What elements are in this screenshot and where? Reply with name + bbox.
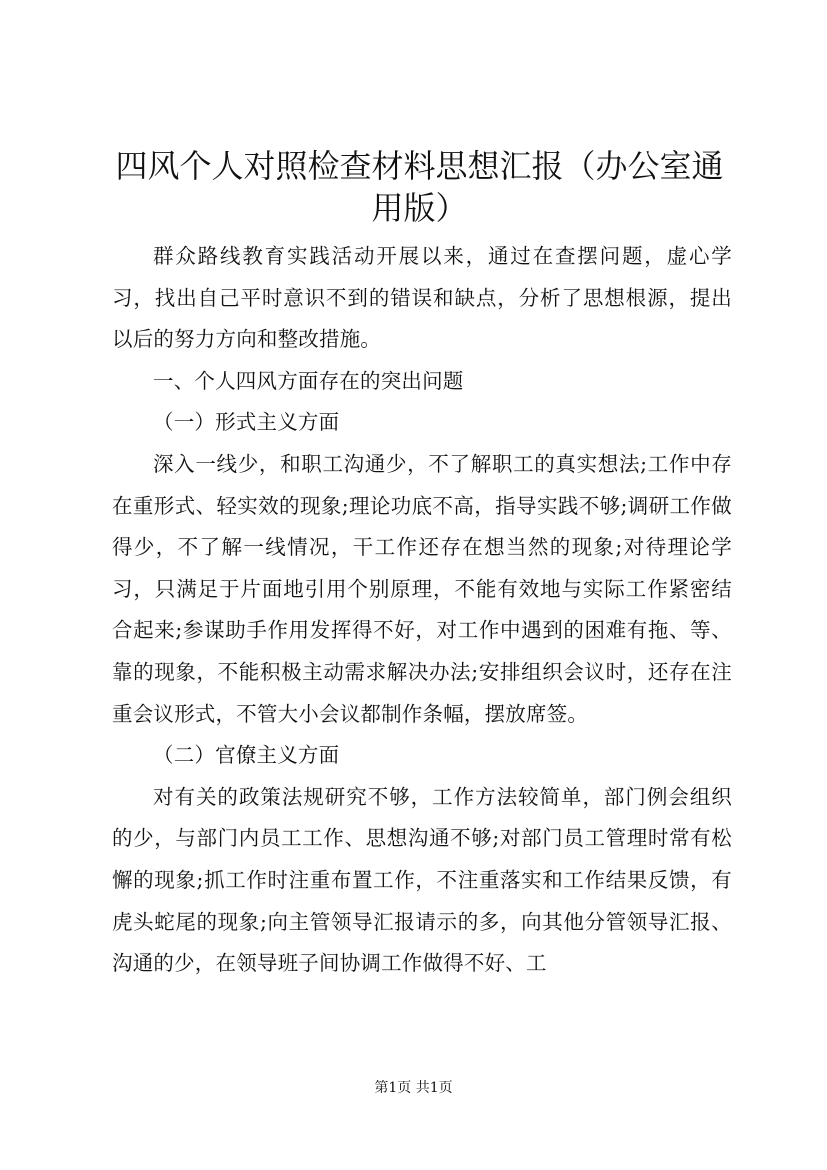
subsection-heading-bureaucracy: （二）官僚主义方面 xyxy=(153,743,340,768)
bureaucracy-paragraph: 对有关的政策法规研究不够，工作方法较简单，部门例会组织的少，与部门内员工工作、思想沟通不够;对部门员工管理时常有松懈的现象;抓工作时注重布置工作，不注重落实和工作结果反馈，有虎头蛇尾的现象;向主管领导汇报请示的多，向其他分管领导汇报、沟通的少，在领导班子间协调工作做得不好、工 xyxy=(112,784,732,976)
subsection-heading-formalism: （一）形式主义方面 xyxy=(153,410,340,435)
document-title: 四风个人对照检查材料思想汇报（办公室通用版） xyxy=(115,147,724,227)
page-footer: 第1页 共1页 xyxy=(374,1080,453,1096)
document-body xyxy=(112,236,732,985)
intro-paragraph: 群众路线教育实践活动开展以来，通过在查摆问题，虚心学习，找出自己平时意识不到的错误和缺点，分析了思想根源，提出以后的努力方向和整改措施。 xyxy=(112,244,732,352)
formalism-paragraph: 深入一线少，和职工沟通少，不了解职工的真实想法;工作中存在重形式、轻实效的现象;理论功底不高，指导实践不够;调研工作做得少，不了解一线情况，干工作还存在想当然的现象;对待理论学习，只满足于片面地引用个别原理，不能有效地与实际工作紧密结合起来;参谋助手作用发挥得不好，对工作中遇到的困难有拖、等、靠的现象，不能积极主动需求解决办法;安排组织会议时，还存在注重会议形式，不管大小会议都制作条幅，摆放席签。 xyxy=(112,451,732,726)
section-heading-1: 一、个人四风方面存在的突出问题 xyxy=(153,368,464,393)
